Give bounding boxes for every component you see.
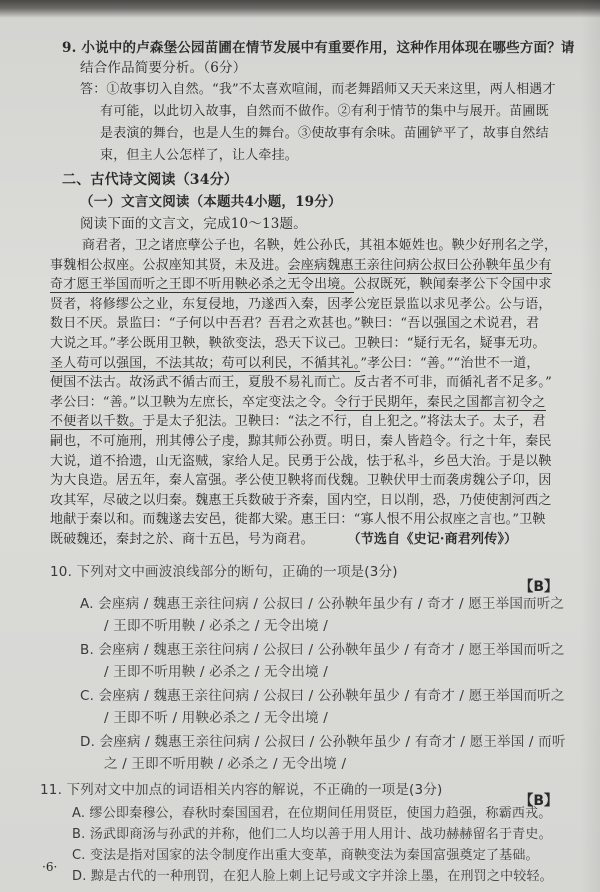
q10-option-c-cont: / 王即不听 / 用鞅必杀之 / 无令出境 / (104, 710, 329, 726)
passage-line (50, 334, 546, 354)
underlined-text: 令行于民期年，秦民之国都言初令之 (334, 394, 546, 410)
passage-line (50, 432, 552, 452)
q10-option-b-cont: / 王即不听用鞅 / 必杀之 / 无令出境 / (104, 664, 329, 680)
passage-text: 大说，道不拾遗，山无盗贼，家给人足。民勇于公战，怯于私斗，乡邑大治。于是以鞅 (50, 453, 552, 469)
q9-answer-line: 束，但主人公怎样了，让人牵挂。 (100, 148, 299, 163)
passage-line (50, 256, 552, 276)
passage-text: 地献于秦以和。而魏遂去安邑，徙都大梁。惠王曰：“寡人恨不用公叔座之言也。”卫鞅 (50, 512, 546, 528)
passage-line (50, 412, 546, 432)
underlined-text: 奇才愿王举国而听之王即不听用鞅必杀之无令出境。 (50, 277, 354, 293)
passage-line (50, 510, 546, 530)
passage-line (50, 471, 552, 491)
q10-option-b: B. 会座病 / 魏惠王亲往问病 / 公叔曰 / 公孙鞅年虽少 / 有奇才 / 愿王举国而听之 (80, 642, 565, 658)
q9-answer-line: 有可能，以此切入故事，自然而不做作。②有利于情节的集中与展开。苗圃既 (100, 104, 549, 119)
underlined-text: 会座病魏惠王亲往问病公叔曰公孙鞅年虽少有 (287, 257, 552, 273)
passage-text: 商君者，卫之诸庶孽公子也，名鞅，姓公孙氏，其祖本姬姓也。鞅少好刑名之学， (82, 238, 558, 253)
passage-text: ”孝公曰：“善。”“治世不一道， (360, 355, 540, 371)
passage-text: 大说之耳。”孝公既用卫鞅，鞅欲变法，恐天下议己。卫鞅曰：“疑行无名，疑事无功。 (50, 336, 546, 351)
passage-line (82, 236, 557, 256)
q11-option-a: A. 缪公即秦穆公，春秋时秦国国君，在位期间任用贤臣，使国力趋强，称霸西戎。 (72, 806, 552, 821)
passage-line (50, 452, 552, 472)
q10-question: 10. 下列对文中画波浪线部分的断句，正确的一项是(3分) (50, 564, 398, 580)
passage-text: 嗣也，不可施刑，刑其傅公子虔，黥其师公孙贾。明日，秦人皆趋令。行之十年，秦民 (50, 434, 552, 449)
q10-option-d-cont: 之 / 王即不听用鞅 / 必杀之 / 无令出境 / (104, 756, 347, 772)
passage-text: 公叔既死，鞅闻秦孝公下令国中求 (353, 277, 552, 293)
q10-option-c: C. 会座病 / 魏惠王亲往问病 / 公叔曰 / 公孙鞅年虽少 / 有奇才 / 愿王举国而听之 (80, 688, 565, 704)
passage-text: 事魏相公叔座。公叔座知其贤，未及进。 (50, 257, 288, 273)
q9-question: 9. 小说中的卢森堡公园苗圃在情节发展中有重要作用，这种作用体现在哪些方面？请 (62, 40, 575, 56)
q11-option-d: D. 黥是古代的一种刑罚，在犯人脸上刺上记号或文字并涂上墨，在刑罚之中较轻。 (72, 869, 553, 884)
q11-option-c: C. 变法是指对国家的法令制度作出重大变革，商鞅变法为秦国富强奠定了基础。 (72, 848, 539, 863)
passage-text: 攻其军，尽破之以归秦。魏惠王兵数破于齐秦，国内空，日以削，恐，乃使使割河西之 (50, 492, 552, 508)
q10-option-a: A. 会座病 / 魏惠王亲往问病 / 公叔曰 / 公孙鞅年虽少有 / 奇才 / 愿王举国而听之 (80, 596, 565, 612)
q11-answer: 【B】 (519, 793, 558, 809)
passage-instruction: 阅读下面的文言文，完成10～13题。 (80, 216, 307, 232)
passage-text: 为大良造。居五年，秦人富强。孝公使卫鞅将而伐魏。卫鞅伏甲士而袭虏魏公子卬，因 (50, 473, 552, 489)
underlined-text: 圣人苟可以强国，不法其故；苟可以利民，不循其礼。 (50, 355, 361, 371)
passage-text: 便国不法古。故汤武不循古而王，夏殷不易礼而亡。反古者不可非，而循礼者不足多。” (50, 375, 552, 391)
underlined-text: 不便者以千数。 (50, 414, 143, 430)
page-shadow (580, 0, 600, 892)
passage-source: （节选自《史记·商君列传》） (354, 532, 518, 547)
passage-line (50, 530, 517, 550)
q11-option-b: B. 汤武即商汤与孙武的并称，他们二人均以善于用人用计、战功赫赫留名于青史。 (72, 827, 552, 842)
q9-answer-line: 是表演的舞台，也是人生的舞台。③使故事有余味。苗圃铲平了，故事自然结 (100, 126, 549, 141)
passage-text: 既破魏还，秦封之於、商十五邑，号为商君。 (50, 532, 315, 547)
q11-question: 11. 下列对文中加点的词语相关内容的解说，不正确的一项是(3分) (40, 782, 443, 798)
passage-line (50, 373, 552, 393)
section-title: 二、古代诗文阅读（34分） (62, 172, 239, 188)
passage-line (50, 314, 539, 334)
passage-line (50, 491, 552, 511)
passage-text: 贤者，将修缪公之业，东复侵地，乃遂西入秦，因孝公宠臣景监以求见孝公。公与语， (50, 296, 552, 312)
q10-option-d: D. 会座病 / 魏惠王亲往问病 / 公叔曰 / 公孙鞅年虽少 / 有奇才 / 愿王举国 / 而听 (80, 734, 566, 750)
q10-option-a-cont: / 王即不听用鞅 / 必杀之 / 无令出境 / (104, 618, 329, 634)
passage-line (50, 275, 552, 295)
passage-text: 于是太子犯法。卫鞅曰：“法之不行，自上犯之。”将法太子。太子，君 (142, 414, 546, 430)
q10-answer: 【B】 (519, 579, 558, 595)
q9-answer-line: 答：①故事切入自然。“我”不太喜欢喧闹，而老舞蹈师又天天来这里，两人相遇才 (80, 82, 556, 97)
passage-line (50, 354, 540, 374)
passage-line (50, 393, 546, 413)
page-number: ·6· (42, 860, 58, 874)
q9-question-cont: 结合作品简要分析。（6分） (80, 60, 247, 76)
passage-text: 数日不厌。景监曰：“子何以中吾君？吾君之欢甚也。”鞅曰：“吾以强国之术说君，君 (50, 316, 540, 332)
passage-text: 孝公曰：“善。”以卫鞅为左庶长，卒定变法之令。 (50, 394, 335, 410)
passage-line (50, 295, 552, 315)
section-subtitle: （一）文言文阅读（本题共4小题，19分） (80, 194, 342, 210)
